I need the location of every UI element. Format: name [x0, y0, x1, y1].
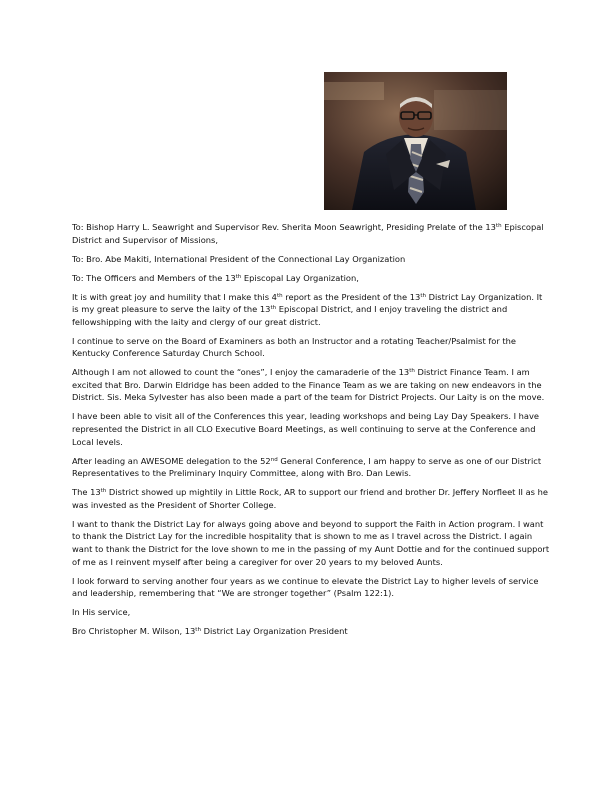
portrait-photo: [324, 72, 507, 210]
report-paragraph: I have been able to visit all of the Conferences this year, leading workshops and being Lay Day Speakers. I have represented the District in all CLO Executive Board Meetings, as well continuing to serve at the Conference and Local levels.: [72, 411, 540, 447]
salutation-officers-members: To: The Officers and Members of the 13th Episcopal Lay Organization,: [72, 272, 359, 283]
report-paragraphs: [72, 291, 550, 600]
report-paragraph: I want to thank the District Lay for always going above and beyond to support the Faith in Action program. I want to thank the District Lay for the incredible hospitality that is shown to me as I travel across the District. I again want to thank the District for the love shown to me in the passing of my Aunt Dottie and for the continued support of me as I reinvent myself after being a caregiver for over 20 years to my beloved Aunts.: [72, 518, 550, 567]
portrait-image: [324, 72, 507, 210]
report-paragraph: After leading an AWESOME delegation to the 52nd General Conference, I am happy to serve as one of our District Representatives to the Preliminary Inquiry Committee, along with Bro. Dan Lewis.: [72, 455, 542, 479]
signature-line: Bro Christopher M. Wilson, 13th District Lay Organization President: [72, 626, 348, 637]
salutation-international-president: To: Bro. Abe Makiti, International President of the Connectional Lay Organization: [72, 253, 406, 264]
report-paragraph: I look forward to serving another four years as we continue to elevate the District Lay to higher levels of service and leadership, remembering that “We are stronger together” (Psalm 122:1).: [72, 575, 539, 599]
report-paragraph: I continue to serve on the Board of Examiners as both an Instructor and a rotating Teacher/Psalmist for the Kentucky Conference Saturday Church School.: [72, 335, 517, 359]
report-paragraph: The 13th District showed up mightily in Little Rock, AR to support our friend and brother Dr. Jeffery Norfleet II as he was invested as the President of Shorter College.: [72, 487, 549, 510]
closing-line: In His service,: [72, 607, 131, 618]
salutation-bishop: To: Bishop Harry L. Seawright and Supervisor Rev. Sherita Moon Seawright, Presiding Prelate of the 13th Episcopal District and Supervisor of Missions,: [72, 222, 544, 245]
report-paragraph: Although I am not allowed to count the “ones”, I enjoy the camaraderie of the 13th District Finance Team. I am excited that Bro. Darwin Eldridge has been added to the Finance Team as we are taking on new endeavors in the District. Sis. Meka Sylvester has also been made a part of the team for District Projects. Our Laity is on the move.: [72, 367, 545, 403]
letter-body: [72, 221, 550, 644]
report-paragraph: It is with great joy and humility that I make this 4th report as the President of the 13th District Lay Organization. It is my great pleasure to serve the laity of the 13th Episcopal District, and I enjoy traveling the district and fellowshipping with the laity and clergy of our great district.: [72, 291, 543, 327]
